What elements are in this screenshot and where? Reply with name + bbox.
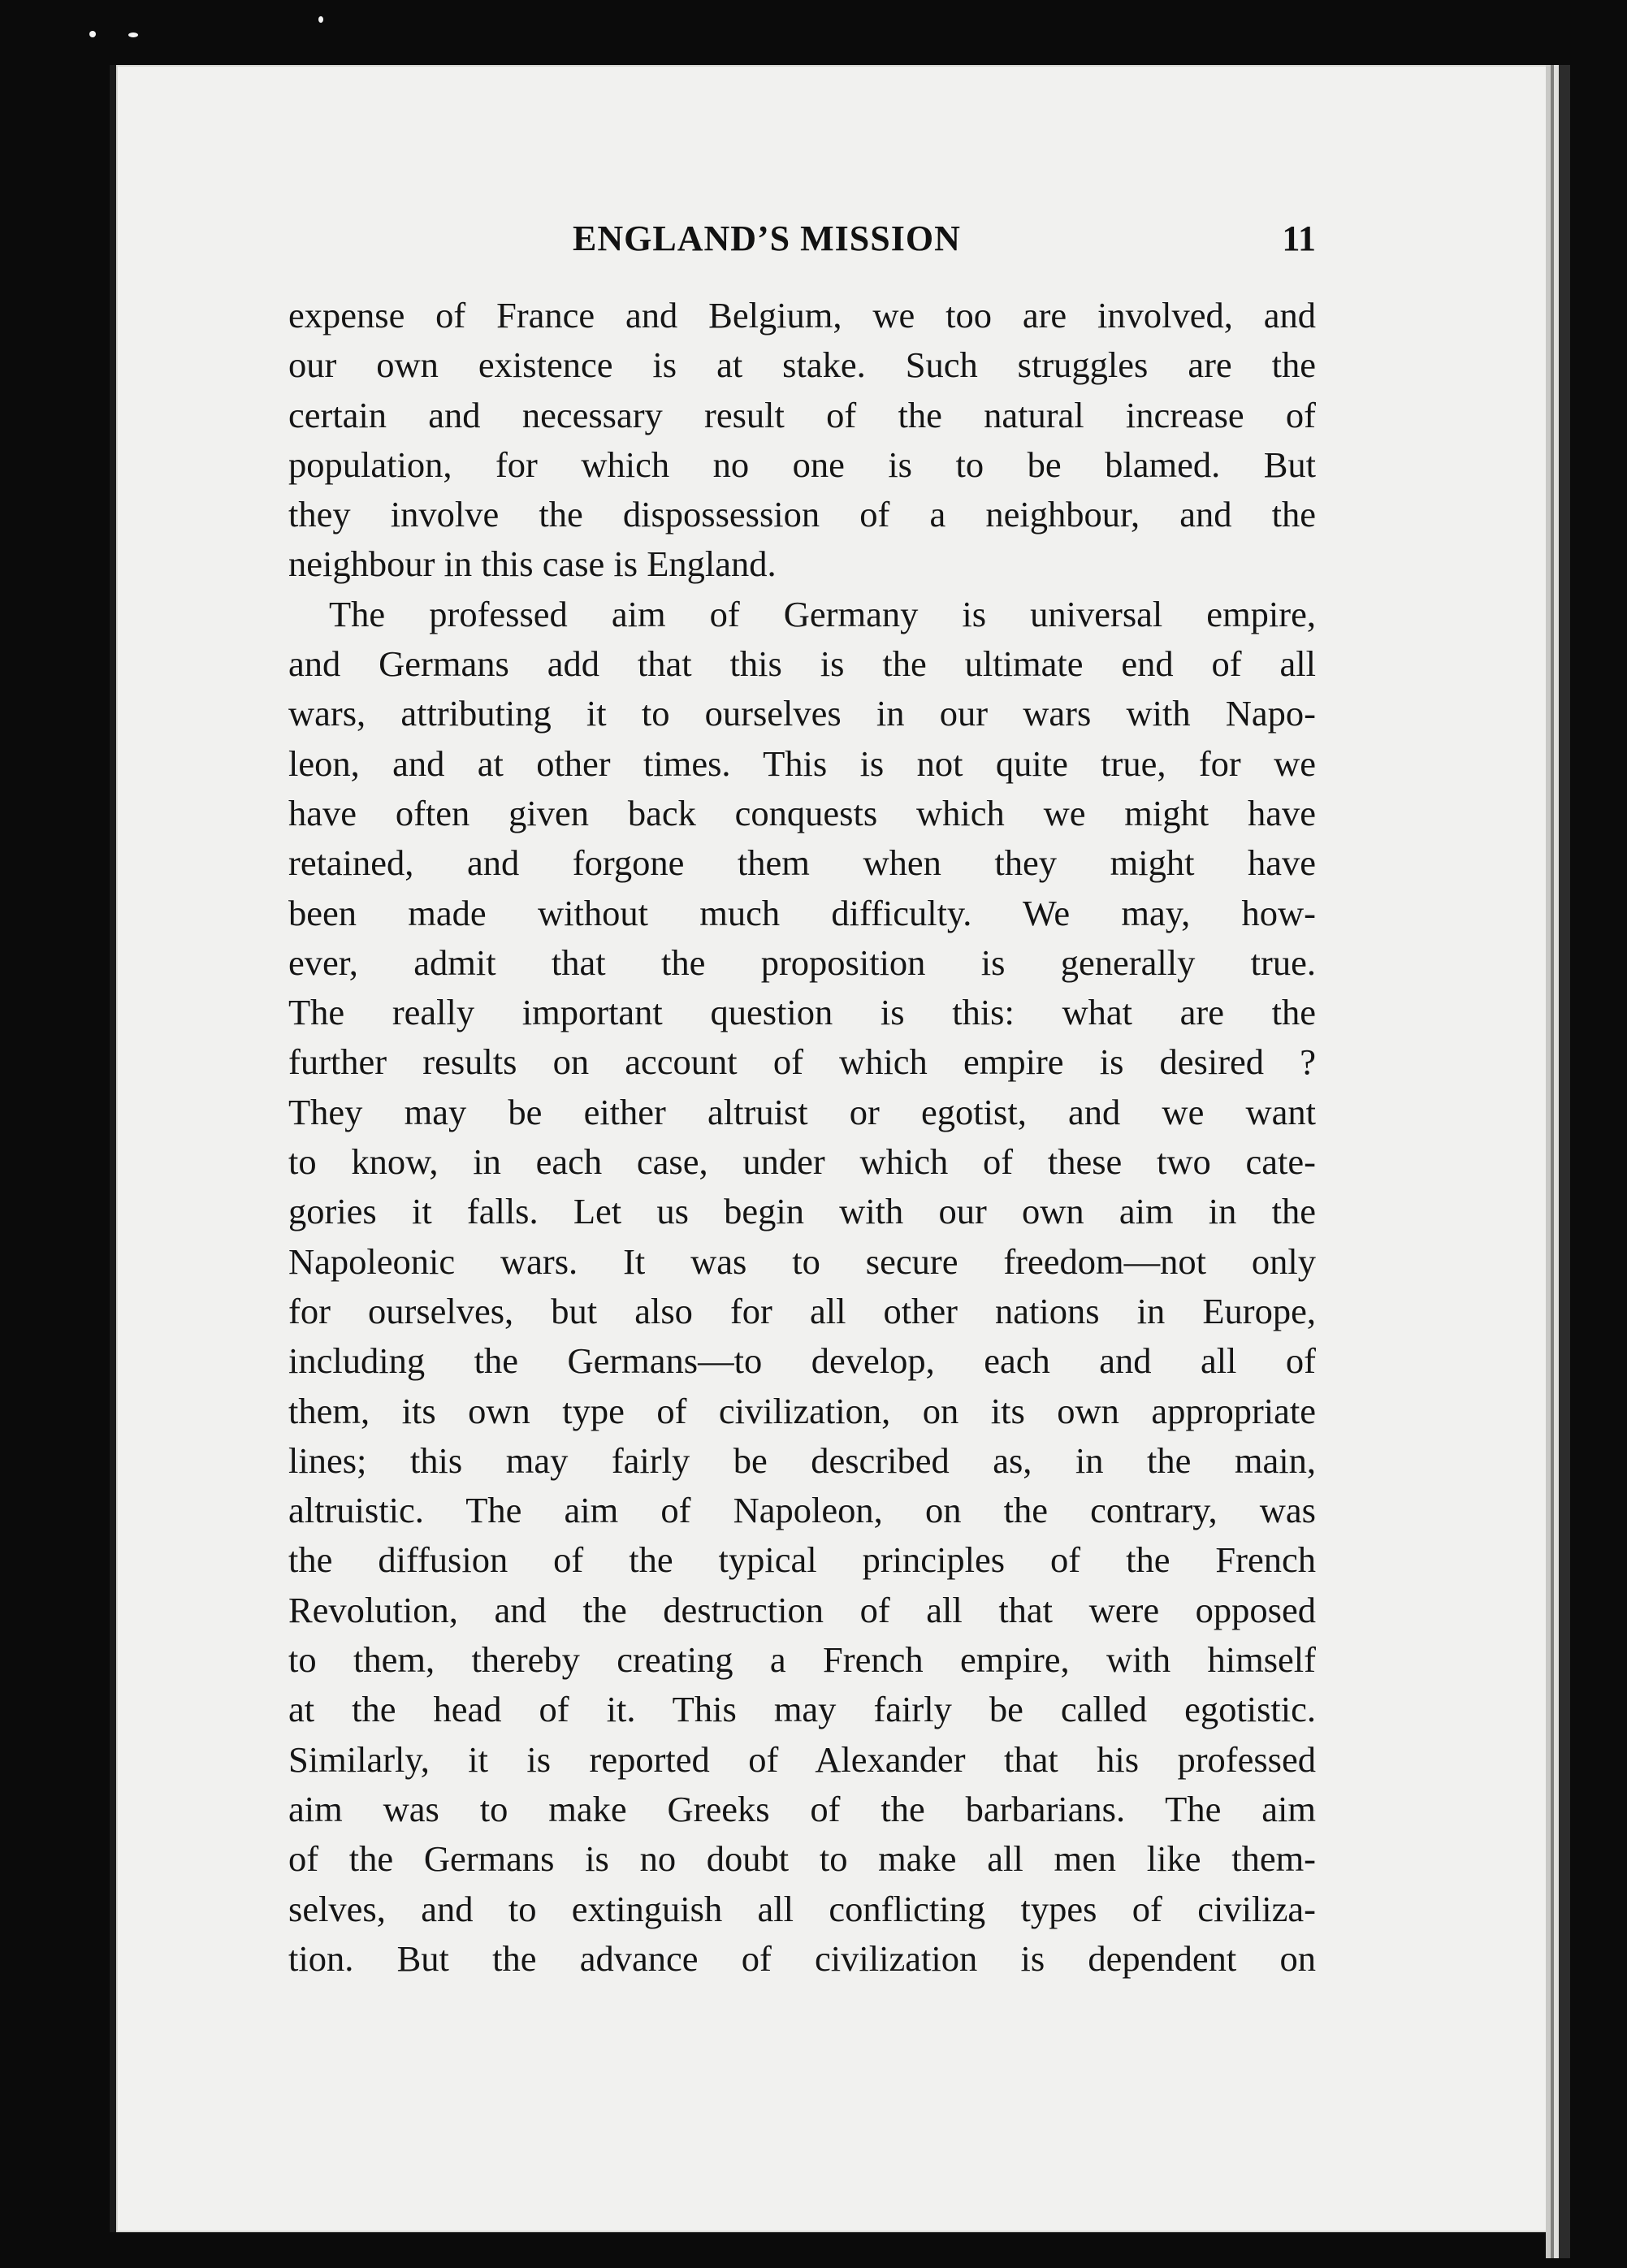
- scan-speck: [89, 31, 96, 37]
- text-line: leon, and at other times. This is not quite true, for we: [288, 742, 1316, 784]
- text-line: retained, and forgone them when they might have: [288, 842, 1316, 884]
- text-line: aim was to make Greeks of the barbarians. The aim: [288, 1788, 1316, 1829]
- text-line: our own existence is at stake. Such struggles are the: [288, 344, 1316, 386]
- text-line: at the head of it. This may fairly be called egotistic.: [288, 1689, 1316, 1730]
- text-line: gories it falls. Let us begin with our own aim in the: [288, 1191, 1316, 1232]
- scan-speck: [318, 16, 323, 23]
- text-line: including the Germans—to develop, each and all of: [288, 1340, 1316, 1382]
- page-number: 11: [1282, 219, 1316, 258]
- text-line: expense of France and Belgium, we too are involved, and: [288, 295, 1316, 335]
- text-line: neighbour in this case is England.: [288, 543, 777, 585]
- text-line: lines; this may fairly be described as, in the main,: [288, 1439, 1316, 1481]
- text-line: tion. But the advance of civilization is dependent on: [288, 1937, 1316, 1979]
- text-line: for ourselves, but also for all other nations in Europe,: [288, 1290, 1316, 1331]
- text-line: Similarly, it is reported of Alexander that his professed: [288, 1738, 1316, 1780]
- text-line: population, for which no one is to be blamed. But: [288, 444, 1316, 485]
- text-line: to them, thereby creating a French empire, with himself: [288, 1639, 1316, 1681]
- text-line: They may be either altruist or egotist, and we want: [288, 1091, 1316, 1132]
- scan-speck: [128, 32, 138, 37]
- text-line: the diffusion of the typical principles of the French: [288, 1539, 1316, 1581]
- body-text: [288, 291, 1316, 1984]
- text-line: The really important question is this: what are the: [288, 992, 1316, 1033]
- text-line: to know, in each case, under which of these two cate-: [288, 1141, 1316, 1183]
- text-line: and Germans add that this is the ultimate end of all: [288, 643, 1316, 685]
- text-line: Napoleonic wars. It was to secure freedom—not only: [288, 1240, 1316, 1282]
- text-line: further results on account of which empire is desired ?: [288, 1041, 1316, 1083]
- text-line: The professed aim of Germany is universal empire,: [329, 593, 1316, 634]
- text-line: them, its own type of civilization, on its own appropriate: [288, 1390, 1316, 1431]
- text-line: Revolution, and the destruction of all that were opposed: [288, 1589, 1316, 1630]
- text-line: certain and necessary result of the natural increase of: [288, 394, 1316, 435]
- running-title: ENGLAND’S MISSION: [573, 219, 961, 258]
- text-line: of the Germans is no doubt to make all men like them-: [288, 1838, 1316, 1880]
- text-line: wars, attributing it to ourselves in our wars with Napo-: [288, 693, 1316, 734]
- text-line: have often given back conquests which we might have: [288, 792, 1316, 833]
- text-line: selves, and to extinguish all conflicting types of civiliza-: [288, 1888, 1316, 1929]
- page-header: [288, 213, 1316, 270]
- text-line: been made without much difficulty. We may, how-: [288, 892, 1316, 933]
- text-line: they involve the dispossession of a neighbour, and the: [288, 494, 1316, 535]
- text-line: ever, admit that the proposition is generally true.: [288, 941, 1316, 983]
- text-line: altruistic. The aim of Napoleon, on the contrary, was: [288, 1490, 1316, 1531]
- page-stack-edge: [1546, 65, 1570, 2258]
